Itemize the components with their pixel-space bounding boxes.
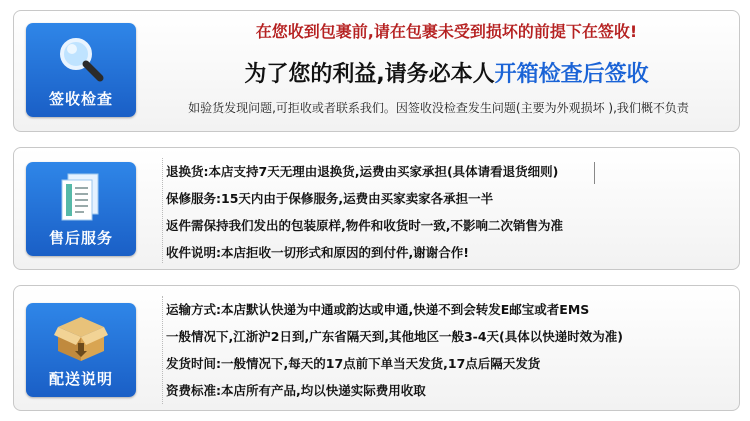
delivery-label: 配送说明 <box>48 370 113 388</box>
list-item: 退换货:本店支持7天无理由退换货,运费由买家承担(具体请看退货细则) <box>166 164 559 179</box>
document-icon <box>56 172 106 228</box>
magnifier-icon <box>55 33 107 89</box>
headline <box>164 57 729 88</box>
delivery-panel <box>13 285 740 411</box>
after-sale-label: 售后服务 <box>48 229 113 247</box>
headline-blue: 开箱检查后签收 <box>494 62 649 87</box>
package-box-icon <box>54 313 108 367</box>
list-item: 保修服务:15天内由于保修服务,运费由买家卖家各承担一半 <box>166 191 494 206</box>
headline-black: 为了您的利益,请务必本人 <box>244 62 495 87</box>
sign-note: 如验货发现问题,可拒收或者联系我们。因签收没检查发生问题(主要为外观损坏 ),我们概不负责 <box>188 101 689 115</box>
warning-text: 在您收到包裹前,请在包裹未受到损坏的前提下在签收! <box>255 22 638 41</box>
delivery-badge <box>26 303 136 397</box>
sign-check-label: 签收检查 <box>48 90 113 108</box>
list-item: 资费标准:本店所有产品,均以快递实际费用收取 <box>166 383 426 398</box>
list-item: 发货时间:一般情况下,每天的17点前下单当天发货,17点后隔天发货 <box>166 356 541 371</box>
after-sale-badge <box>26 162 136 256</box>
list-item: 一般情况下,江浙沪2日到,广东省隔天到,其他地区一般3-4天(具体以快递时效为准) <box>166 329 623 344</box>
sign-check-panel <box>13 10 740 132</box>
divider <box>162 158 163 263</box>
delivery-lines <box>166 296 623 404</box>
after-sale-panel <box>13 147 740 270</box>
divider <box>162 296 163 404</box>
sign-check-badge <box>26 23 136 117</box>
list-item: 收件说明:本店拒收一切形式和原因的到付件,谢谢合作! <box>166 245 469 260</box>
list-item: 运输方式:本店默认快递为中通或韵达或申通,快递不到会转发E邮宝或者EMS <box>166 302 590 317</box>
after-sale-lines <box>166 158 563 266</box>
divider <box>594 162 595 184</box>
list-item: 返件需保持我们发出的包装原样,物件和收货时一致,不影响二次销售为准 <box>166 218 563 233</box>
